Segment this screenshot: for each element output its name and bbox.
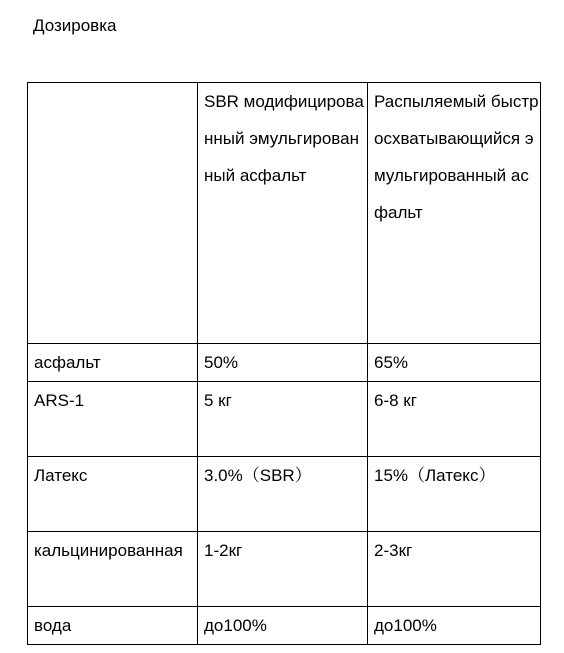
table-header-row (28, 83, 541, 344)
row-value-spray (368, 532, 541, 607)
table-row (28, 344, 541, 382)
row-label-text: кальцинированная (34, 541, 183, 560)
table-row (28, 457, 541, 532)
row-value-spray-text: 6-8 кг (374, 391, 417, 410)
row-value-sbr-text: 5 кг (204, 391, 232, 410)
row-value-sbr (198, 382, 368, 457)
row-value-sbr-text: 50% (204, 353, 239, 372)
row-value-sbr (198, 607, 368, 645)
row-value-sbr (198, 457, 368, 532)
row-value-sbr (198, 344, 368, 382)
row-value-spray-text: 65% (374, 353, 409, 372)
row-label-text: асфальт (34, 353, 101, 372)
header-cell-empty (28, 83, 198, 344)
table-row (28, 382, 541, 457)
row-label (28, 607, 198, 645)
header-cell-sbr-text: SBR модифицированный эмульгированный асфальт (204, 92, 364, 185)
dosage-table (27, 82, 541, 645)
row-label-text: вода (34, 616, 72, 635)
header-cell-spray-text: Распыляемый быстросхватывающийся эмульгированный асфальт (374, 92, 539, 222)
row-value-sbr (198, 532, 368, 607)
row-value-spray (368, 382, 541, 457)
row-label (28, 457, 198, 532)
row-label (28, 532, 198, 607)
row-value-sbr-text: до100% (204, 616, 267, 635)
row-value-sbr-text: 3.0%（SBR） (204, 466, 312, 485)
document-title: Дозировка (33, 16, 117, 35)
row-label-text: Латекс (34, 466, 88, 485)
table-row (28, 532, 541, 607)
row-value-spray-text: 2-3кг (374, 541, 413, 560)
table-row (28, 607, 541, 645)
row-label-text: ARS-1 (34, 391, 85, 410)
header-cell-sbr (198, 83, 368, 344)
row-value-spray-text: 15%（Латекс） (374, 466, 496, 485)
row-value-sbr-text: 1-2кг (204, 541, 243, 560)
row-label (28, 344, 198, 382)
row-label (28, 382, 198, 457)
row-value-spray (368, 457, 541, 532)
row-value-spray-text: до100% (374, 616, 437, 635)
header-cell-spray (368, 83, 541, 344)
row-value-spray (368, 607, 541, 645)
row-value-spray (368, 344, 541, 382)
